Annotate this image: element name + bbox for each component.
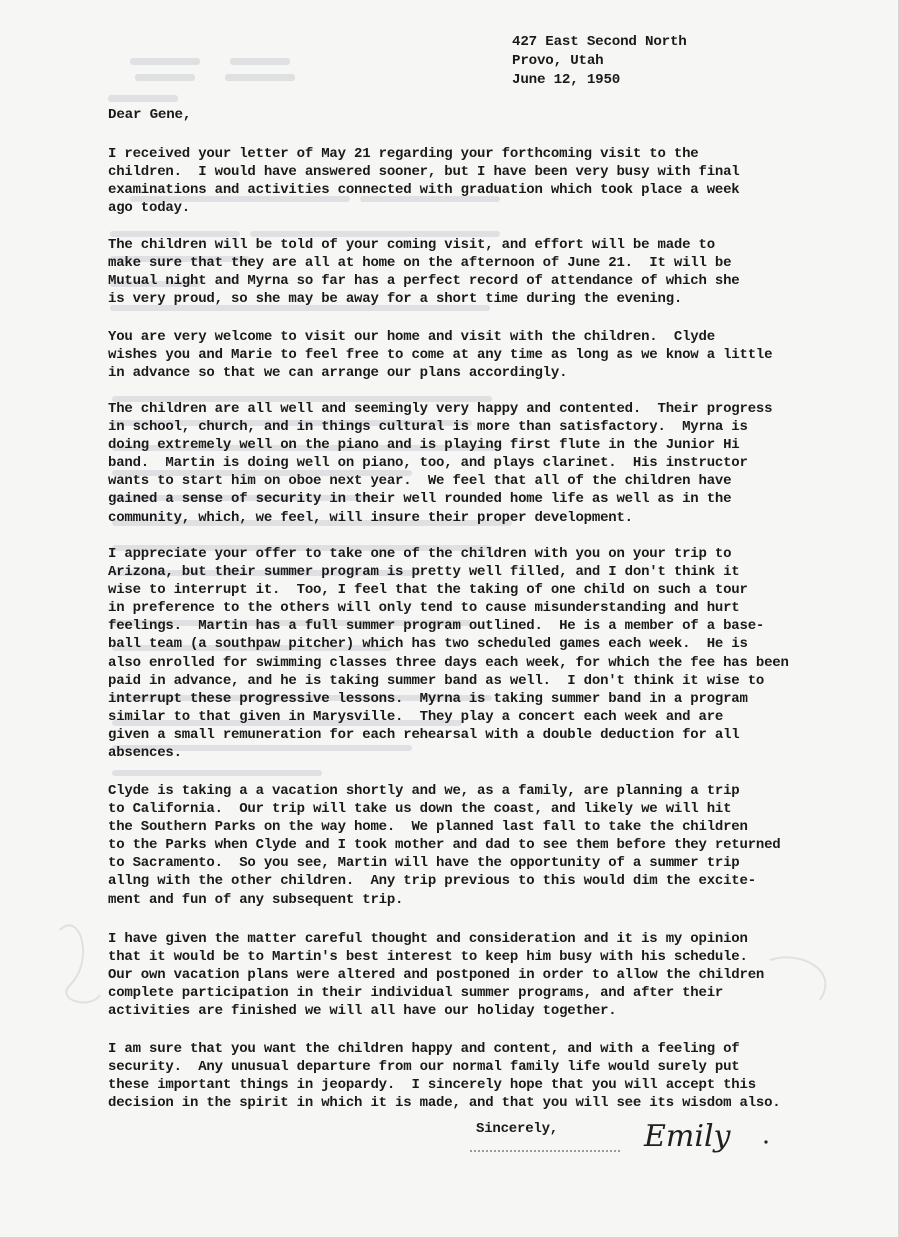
paragraph-5: I appreciate your offer to take one of the children with you on your trip to Arizona, but their summer program is pretty well filled, and I don't think it wise to interrupt it. Too, I feel that the taking of one child on such a tour in preference to the others will only tend to cause misunderstanding and hurt feelings. Martin has a full summer program outlined. He is a member of a base- ball team (a southpaw pitcher) which has two scheduled games each week. He is also enrolled for swimming classes three days each week, for which the fee has been paid in advance, and he is taking summer band as well. I don't think it wise to interrupt these progressive lessons. Myrna is taking summer band in a program similar to that given in Marysville. They play a concert each week and are given a small remuneration for each rehearsal with a double deduction for all absences. — [108, 546, 789, 762]
paragraph-3: You are very welcome to visit our home and visit with the children. Clyde wishes you and Marie to feel free to come at any time as long as we know a little in advance so that we can arrange our plans accordingly. — [108, 329, 773, 382]
paragraph-2: The children will be told of your coming visit, and effort will be made to make sure that they are all at home on the afternoon of June 21. It will be Mutual night and Myrna so far has a perfect record of attendance of which she is very proud, so she may be away for a short time during the evening. — [108, 237, 740, 308]
paragraph-4: The children are all well and seemingly very happy and contented. Their progress in school, church, and in things cultural is more than satisfactory. Myrna is doing extremely well on the piano and is playing first flute in the Junior Hi band. Martin is doing well on piano, too, and plays clarinet. His instructor wants to start him on oboe next year. We feel that all of the children have gained a sense of security in their well rounded home life as well as in the community, which, we feel, will insure their proper development. — [108, 401, 773, 526]
paragraph-7: I have given the matter careful thought and consideration and it is my opinion that it would be to Martin's best interest to keep him busy with his schedule. Our own vacation plans were altered and postponed in order to allow the children complete participation in their individual summer programs, and after their activities are finished we will all have our holiday together. — [108, 931, 765, 1020]
closing: Sincerely, — [476, 1121, 559, 1137]
signature-text: Emily — [644, 1119, 731, 1154]
paragraph-6: Clyde is taking a a vacation shortly and we, as a family, are planning a trip to California. Our trip will take us down the coast, and likely we will hit the Southern Parks on the way home. We planned last fall to take the children to the Parks when Clyde and I took mother and dad to see them before they returned to Sacramento. So you see, Martin will have the opportunity of a summer trip allng with the other children. Any trip previous to this would dim the excite- ment and fun of any subsequent trip. — [108, 783, 781, 908]
signature-line — [470, 1150, 620, 1152]
sender-address-date: 427 East Second North Provo, Utah June 12, 1950 — [512, 34, 687, 88]
paragraph-1: I received your letter of May 21 regarding your forthcoming visit to the children. I would have answered sooner, but I have been very busy with final examinations and activities connected with graduation which took place a week ago today. — [108, 146, 740, 217]
salutation: Dear Gene, — [108, 107, 192, 123]
paragraph-8: I am sure that you want the children happy and content, and with a feeling of security. Any unusual departure from our normal family life would surely put these important things in jeopardy. I sincerely hope that you will accept this decision in the spirit in which it is made, and that you will see its wisdom also. — [108, 1041, 781, 1112]
handwritten-signature — [638, 1110, 778, 1160]
